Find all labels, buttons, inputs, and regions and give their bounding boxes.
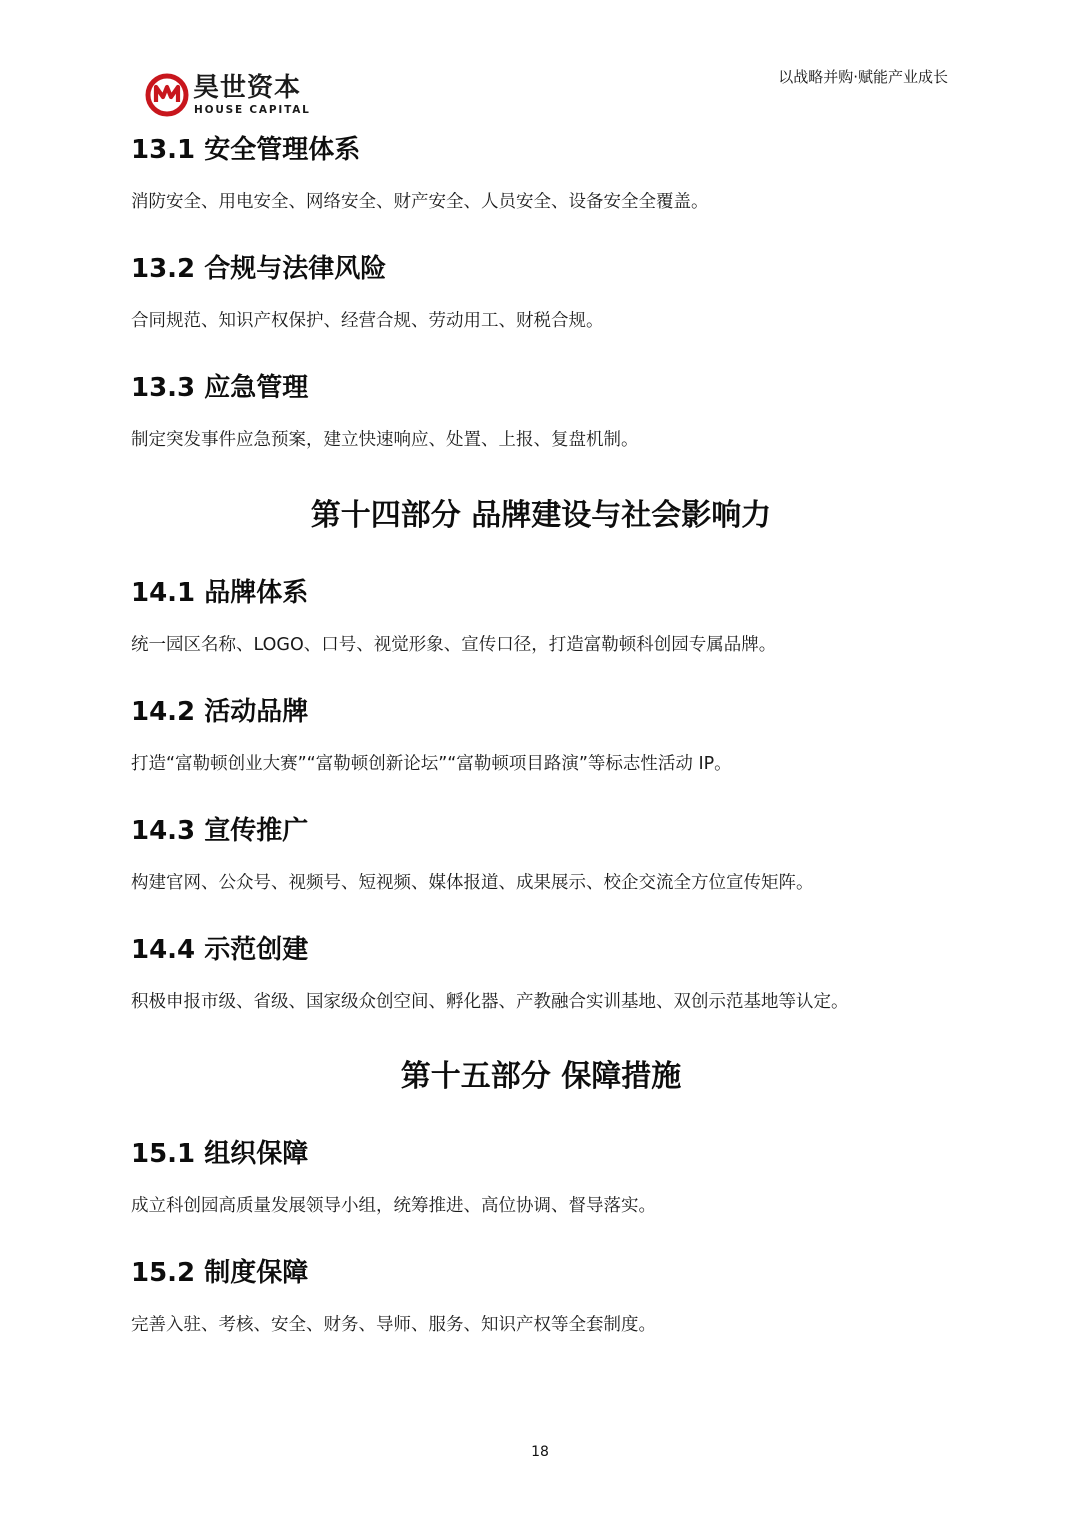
section-paragraph-15-2: 完善入驻、考核、安全、财务、导师、服务、知识产权等全套制度。 xyxy=(131,1315,656,1335)
part-heading-14: 第十四部分 品牌建设与社会影响力 xyxy=(310,498,772,533)
section-heading-15-1: 15.1 组织保障 xyxy=(131,1139,309,1169)
section-heading-15-2: 15.2 制度保障 xyxy=(131,1258,309,1288)
logo-name-en: HOUSE CAPITAL xyxy=(194,104,311,116)
page-number: 18 xyxy=(531,1444,549,1460)
section-heading-13-2: 13.2 合规与法律风险 xyxy=(131,254,387,284)
section-paragraph-14-2: 打造“富勒顿创业大赛”“富勒顿创新论坛”“富勒顿项目路演”等标志性活动 IP。 xyxy=(131,754,732,774)
section-heading-14-4: 14.4 示范创建 xyxy=(131,935,309,965)
header-slogan: 以战略并购·赋能产业成长 xyxy=(778,68,948,86)
house-capital-logo-icon xyxy=(145,73,189,117)
section-heading-14-2: 14.2 活动品牌 xyxy=(131,697,309,727)
company-logo xyxy=(145,73,345,121)
section-paragraph-14-1: 统一园区名称、LOGO、口号、视觉形象、宣传口径，打造富勒顿科创园专属品牌。 xyxy=(131,635,777,655)
section-paragraph-14-3: 构建官网、公众号、视频号、短视频、媒体报道、成果展示、校企交流全方位宣传矩阵。 xyxy=(131,873,814,893)
section-heading-14-3: 14.3 宣传推广 xyxy=(131,816,309,846)
section-paragraph-15-1: 成立科创园高质量发展领导小组，统筹推进、高位协调、督导落实。 xyxy=(131,1196,656,1216)
part-heading-15: 第十五部分 保障措施 xyxy=(400,1059,682,1094)
section-paragraph-13-3: 制定突发事件应急预案，建立快速响应、处置、上报、复盘机制。 xyxy=(131,430,639,450)
logo-name-cn: 昊世资本 xyxy=(193,73,302,103)
section-paragraph-13-1: 消防安全、用电安全、网络安全、财产安全、人员安全、设备安全全覆盖。 xyxy=(131,192,709,212)
document-body xyxy=(131,128,951,1340)
section-heading-14-1: 14.1 品牌体系 xyxy=(131,578,309,608)
section-paragraph-14-4: 积极申报市级、省级、国家级众创空间、孵化器、产教融合实训基地、双创示范基地等认定。 xyxy=(131,992,849,1012)
section-heading-13-3: 13.3 应急管理 xyxy=(131,373,309,403)
section-heading-13-1: 13.1 安全管理体系 xyxy=(131,135,361,165)
section-paragraph-13-2: 合同规范、知识产权保护、经营合规、劳动用工、财税合规。 xyxy=(131,311,604,331)
